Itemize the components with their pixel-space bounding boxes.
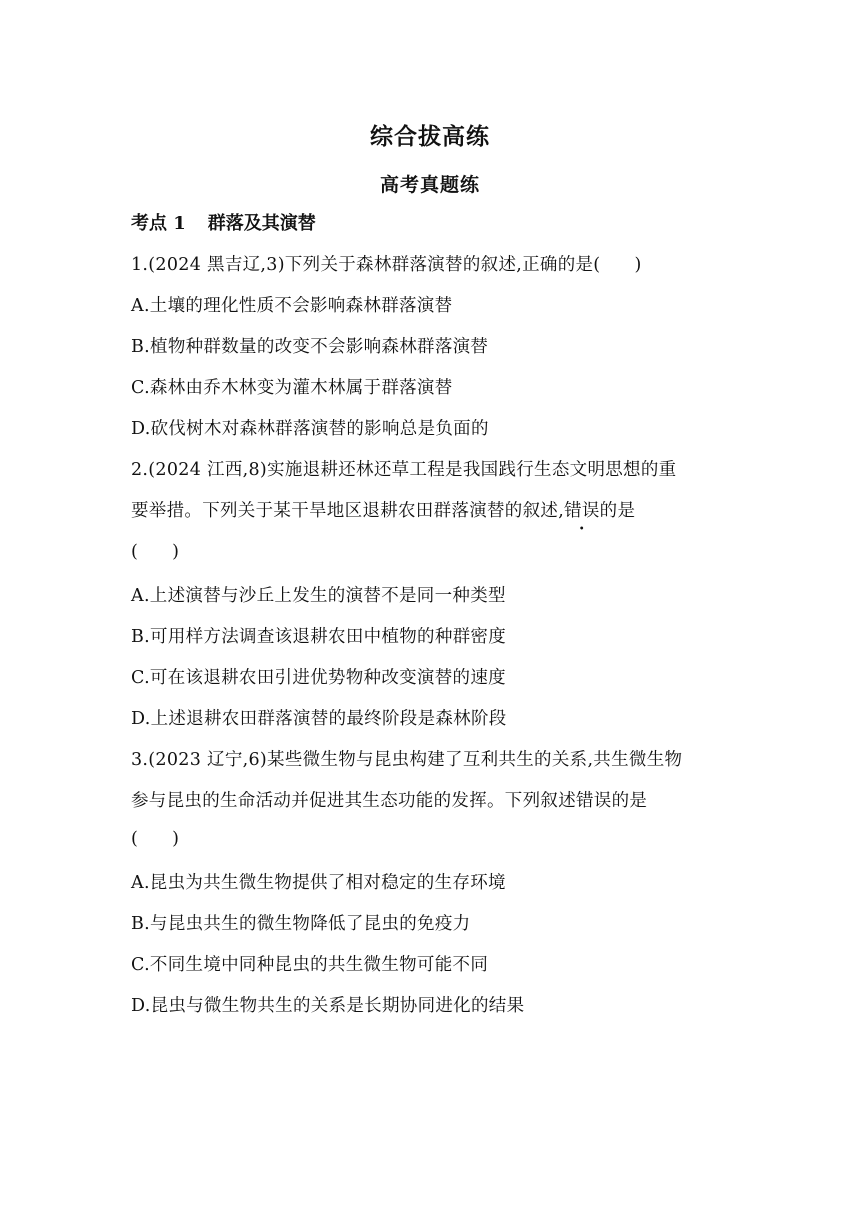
question-2-stem-line-1: 2.(2024 江西,8)实施退耕还林还草工程是我国践行生态文明思想的重 bbox=[131, 460, 677, 480]
question-2-option-d: D.上述退耕农田群落演替的最终阶段是森林阶段 bbox=[131, 709, 507, 729]
question-1-option-b: B.植物种群数量的改变不会影响森林群落演替 bbox=[131, 337, 489, 357]
question-3-option-d: D.昆虫与微生物共生的关系是长期协同进化的结果 bbox=[131, 996, 525, 1016]
section-name: 群落及其演替 bbox=[207, 213, 316, 234]
section-label: 考点 1 bbox=[131, 213, 186, 234]
question-1-option-d: D.砍伐树木对森林群落演替的影响总是负面的 bbox=[131, 419, 489, 439]
question-1-option-a: A.土壤的理化性质不会影响森林群落演替 bbox=[131, 296, 453, 316]
question-2-option-a: A.上述演替与沙丘上发生的演替不是同一种类型 bbox=[131, 586, 506, 606]
question-2-option-c: C.可在该退耕农田引进优势物种改变演替的速度 bbox=[131, 668, 506, 688]
question-3-answer-paren: ( ) bbox=[131, 829, 180, 849]
question-3-option-c: C.不同生境中同种昆虫的共生微生物可能不同 bbox=[131, 955, 489, 975]
emphasis-mark: 错误 bbox=[564, 501, 600, 521]
question-3-option-a: A.昆虫为共生微生物提供了相对稳定的生存环境 bbox=[131, 873, 506, 893]
question-2-stem-line-2: 要举措。下列关于某干旱地区退耕农田群落演替的叙述,错误的是 bbox=[131, 501, 636, 521]
question-2-answer-paren: ( ) bbox=[131, 542, 180, 562]
question-2-option-b: B.可用样方法调查该退耕农田中植物的种群密度 bbox=[131, 627, 507, 647]
question-1-option-c: C.森林由乔木林变为灌木林属于群落演替 bbox=[131, 378, 453, 398]
question-3-option-b: B.与昆虫共生的微生物降低了昆虫的免疫力 bbox=[131, 914, 471, 934]
question-1-stem: 1.(2024 黑吉辽,3)下列关于森林群落演替的叙述,正确的是( ) bbox=[131, 255, 642, 275]
section-heading bbox=[131, 209, 316, 235]
question-3-stem-line-2: 参与昆虫的生命活动并促进其生态功能的发挥。下列叙述错误的是 bbox=[131, 791, 648, 811]
page-subtitle: 高考真题练 bbox=[379, 174, 480, 196]
page-title: 综合拔高练 bbox=[370, 123, 490, 150]
question-3-stem-line-1: 3.(2023 辽宁,6)某些微生物与昆虫构建了互利共生的关系,共生微生物 bbox=[131, 750, 683, 770]
